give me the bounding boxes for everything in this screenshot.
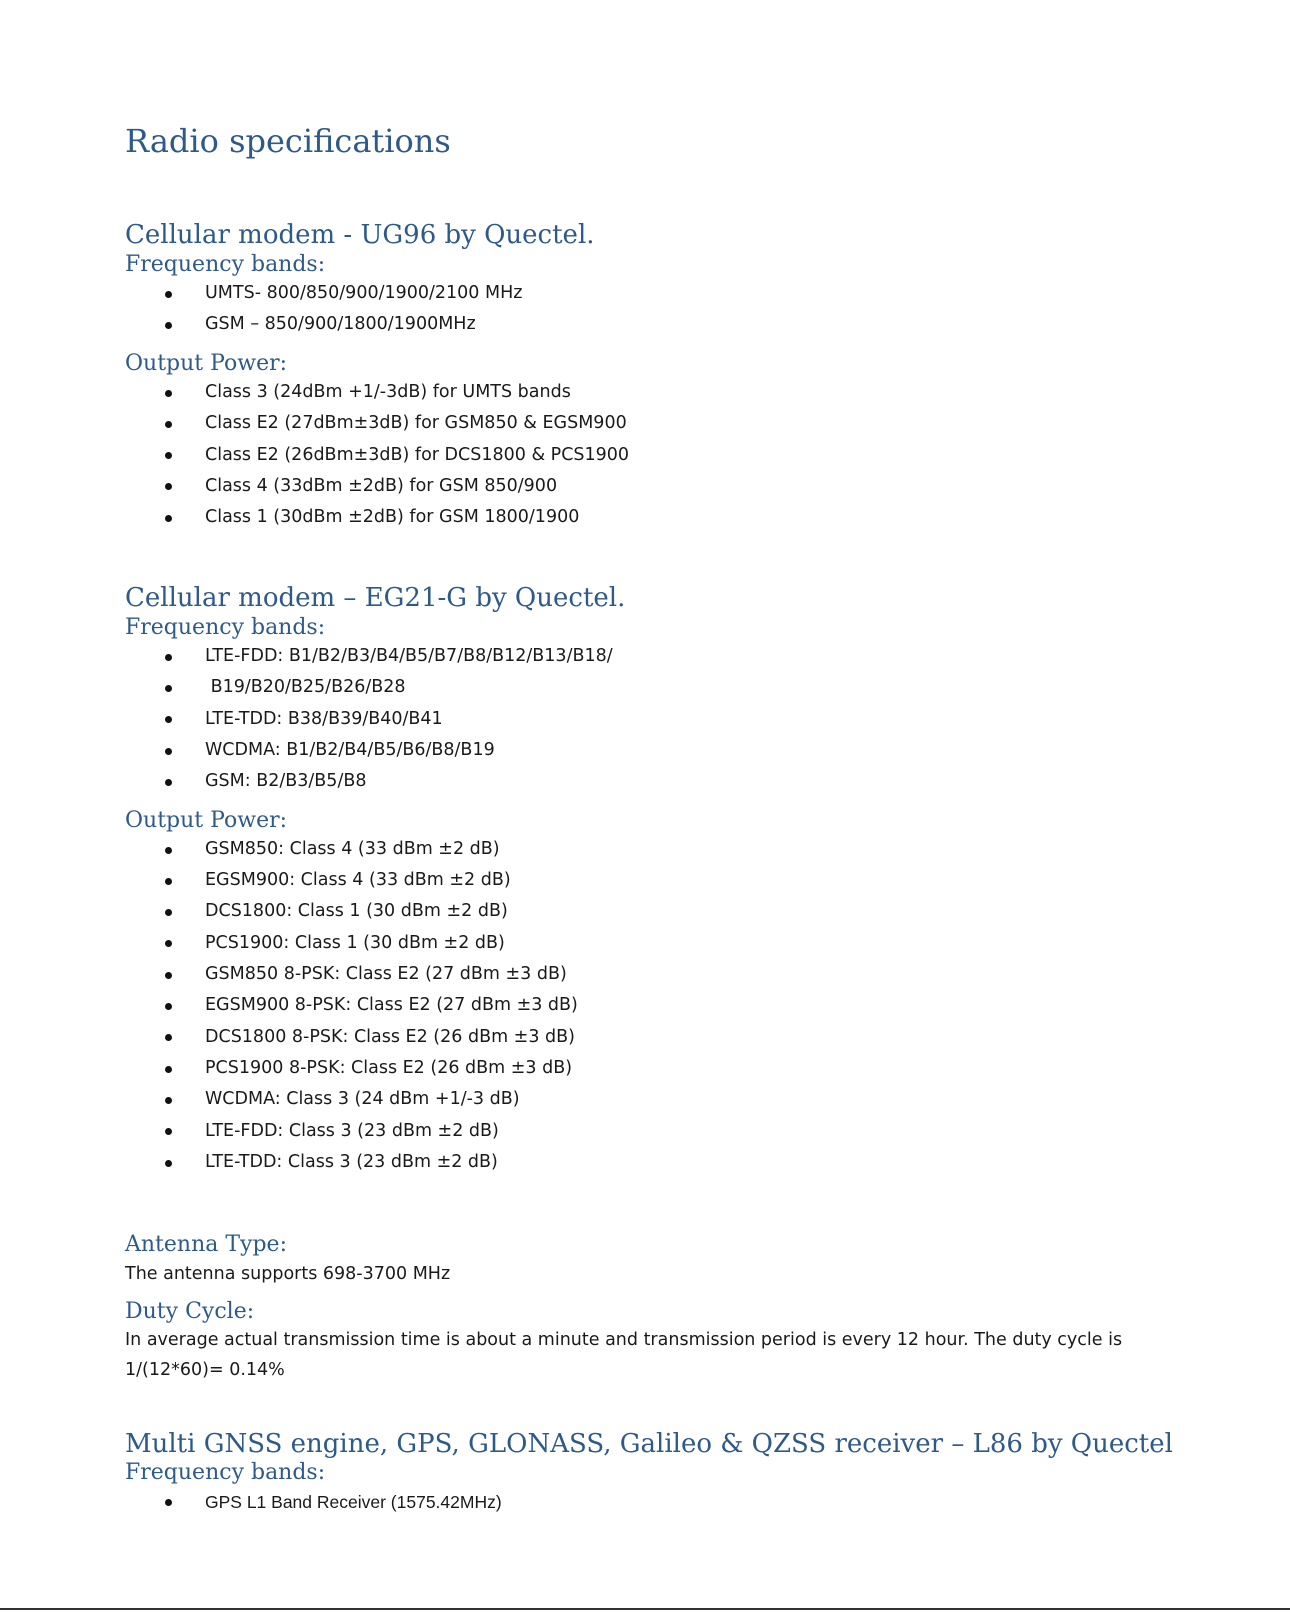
bullet-icon <box>165 847 172 854</box>
bullet-icon <box>165 1066 172 1073</box>
bullet-icon <box>165 390 172 397</box>
duty-text: In average actual transmission time is about a minute and transmission period is every 12 hour. The duty cycle is 1/(12*60)= 0.14% <box>125 1329 1123 1380</box>
bullet-icon <box>165 940 172 947</box>
list-item: GPS L1 Band Receiver (1575.42MHz) <box>125 1487 1165 1518</box>
list-item: DCS1800 8-PSK: Class E2 (26 dBm ±3 dB) <box>125 1022 1165 1053</box>
list-item: GSM850 8-PSK: Class E2 (27 dBm ±3 dB) <box>125 959 1165 990</box>
gnss-heading: Multi GNSS engine, GPS, GLONASS, Galileo & QZSS receiver – L86 by Quectel <box>125 1428 1173 1459</box>
bullet-icon <box>165 1499 172 1506</box>
bullet-icon <box>165 1003 172 1010</box>
list-item: LTE-FDD: Class 3 (23 dBm ±2 dB) <box>125 1116 1165 1147</box>
page-bottom-border <box>0 1608 1290 1610</box>
list-item: PCS1900: Class 1 (30 dBm ±2 dB) <box>125 928 1165 959</box>
list-item: EGSM900 8-PSK: Class E2 (27 dBm ±3 dB) <box>125 990 1165 1021</box>
list-item: EGSM900: Class 4 (33 dBm ±2 dB) <box>125 865 1165 896</box>
list-item: WCDMA: B1/B2/B4/B5/B6/B8/B19 <box>125 735 1165 766</box>
bullet-icon <box>165 322 172 329</box>
list-item: Class 4 (33dBm ±2dB) for GSM 850/900 <box>125 471 1165 502</box>
ug96-heading: Cellular modem - UG96 by Quectel. <box>125 220 595 251</box>
bullet-icon <box>165 452 172 459</box>
eg21-power-heading: Output Power: <box>125 807 288 833</box>
bullet-icon <box>165 909 172 916</box>
antenna-text: The antenna supports 698-3700 MHz <box>125 1263 451 1284</box>
gnss-freq-list <box>125 1487 1165 1518</box>
bullet-icon <box>165 972 172 979</box>
list-item: B19/B20/B25/B26/B28 <box>125 672 1165 703</box>
list-item: GSM850: Class 4 (33 dBm ±2 dB) <box>125 834 1165 865</box>
bullet-icon <box>165 779 172 786</box>
list-item: GSM: B2/B3/B5/B8 <box>125 766 1165 797</box>
document-page <box>125 122 1173 1518</box>
eg21-power-list <box>125 834 1165 1178</box>
list-item: Class 3 (24dBm +1/-3dB) for UMTS bands <box>125 377 1165 408</box>
list-item: LTE-TDD: B38/B39/B40/B41 <box>125 704 1165 735</box>
bullet-icon <box>165 421 172 428</box>
ug96-power-list <box>125 377 1165 533</box>
duty-heading: Duty Cycle: <box>125 1298 255 1324</box>
bullet-icon <box>165 1160 172 1167</box>
antenna-heading: Antenna Type: <box>125 1232 287 1258</box>
list-item: WCDMA: Class 3 (24 dBm +1/-3 dB) <box>125 1084 1165 1115</box>
list-item: GSM – 850/900/1800/1900MHz <box>125 309 1165 340</box>
eg21-freq-list <box>125 641 1165 797</box>
list-item: Class E2 (26dBm±3dB) for DCS1800 & PCS1900 <box>125 440 1165 471</box>
bullet-icon <box>165 483 172 490</box>
ug96-power-heading: Output Power: <box>125 350 288 376</box>
bullet-icon <box>165 654 172 661</box>
bullet-icon <box>165 1097 172 1104</box>
list-item: LTE-FDD: B1/B2/B3/B4/B5/B7/B8/B12/B13/B18/ <box>125 641 1165 672</box>
list-item: PCS1900 8-PSK: Class E2 (26 dBm ±3 dB) <box>125 1053 1165 1084</box>
bullet-icon <box>165 291 172 298</box>
ug96-freq-heading: Frequency bands: <box>125 251 326 277</box>
ug96-freq-list <box>125 278 1165 341</box>
list-item: LTE-TDD: Class 3 (23 dBm ±2 dB) <box>125 1147 1165 1178</box>
list-item: DCS1800: Class 1 (30 dBm ±2 dB) <box>125 896 1165 927</box>
bullet-icon <box>165 1034 172 1041</box>
eg21-freq-heading: Frequency bands: <box>125 614 326 640</box>
list-item: Class E2 (27dBm±3dB) for GSM850 & EGSM900 <box>125 408 1165 439</box>
bullet-icon <box>165 878 172 885</box>
list-item: Class 1 (30dBm ±2dB) for GSM 1800/1900 <box>125 502 1165 533</box>
bullet-icon <box>165 716 172 723</box>
eg21-heading: Cellular modem – EG21-G by Quectel. <box>125 583 626 614</box>
bullet-icon <box>165 1128 172 1135</box>
list-item: UMTS- 800/850/900/1900/2100 MHz <box>125 278 1165 309</box>
gnss-freq-heading: Frequency bands: <box>125 1460 326 1486</box>
bullet-icon <box>165 515 172 522</box>
bullet-icon <box>165 685 172 692</box>
bullet-icon <box>165 748 172 755</box>
page-title: Radio specifications <box>125 122 451 160</box>
